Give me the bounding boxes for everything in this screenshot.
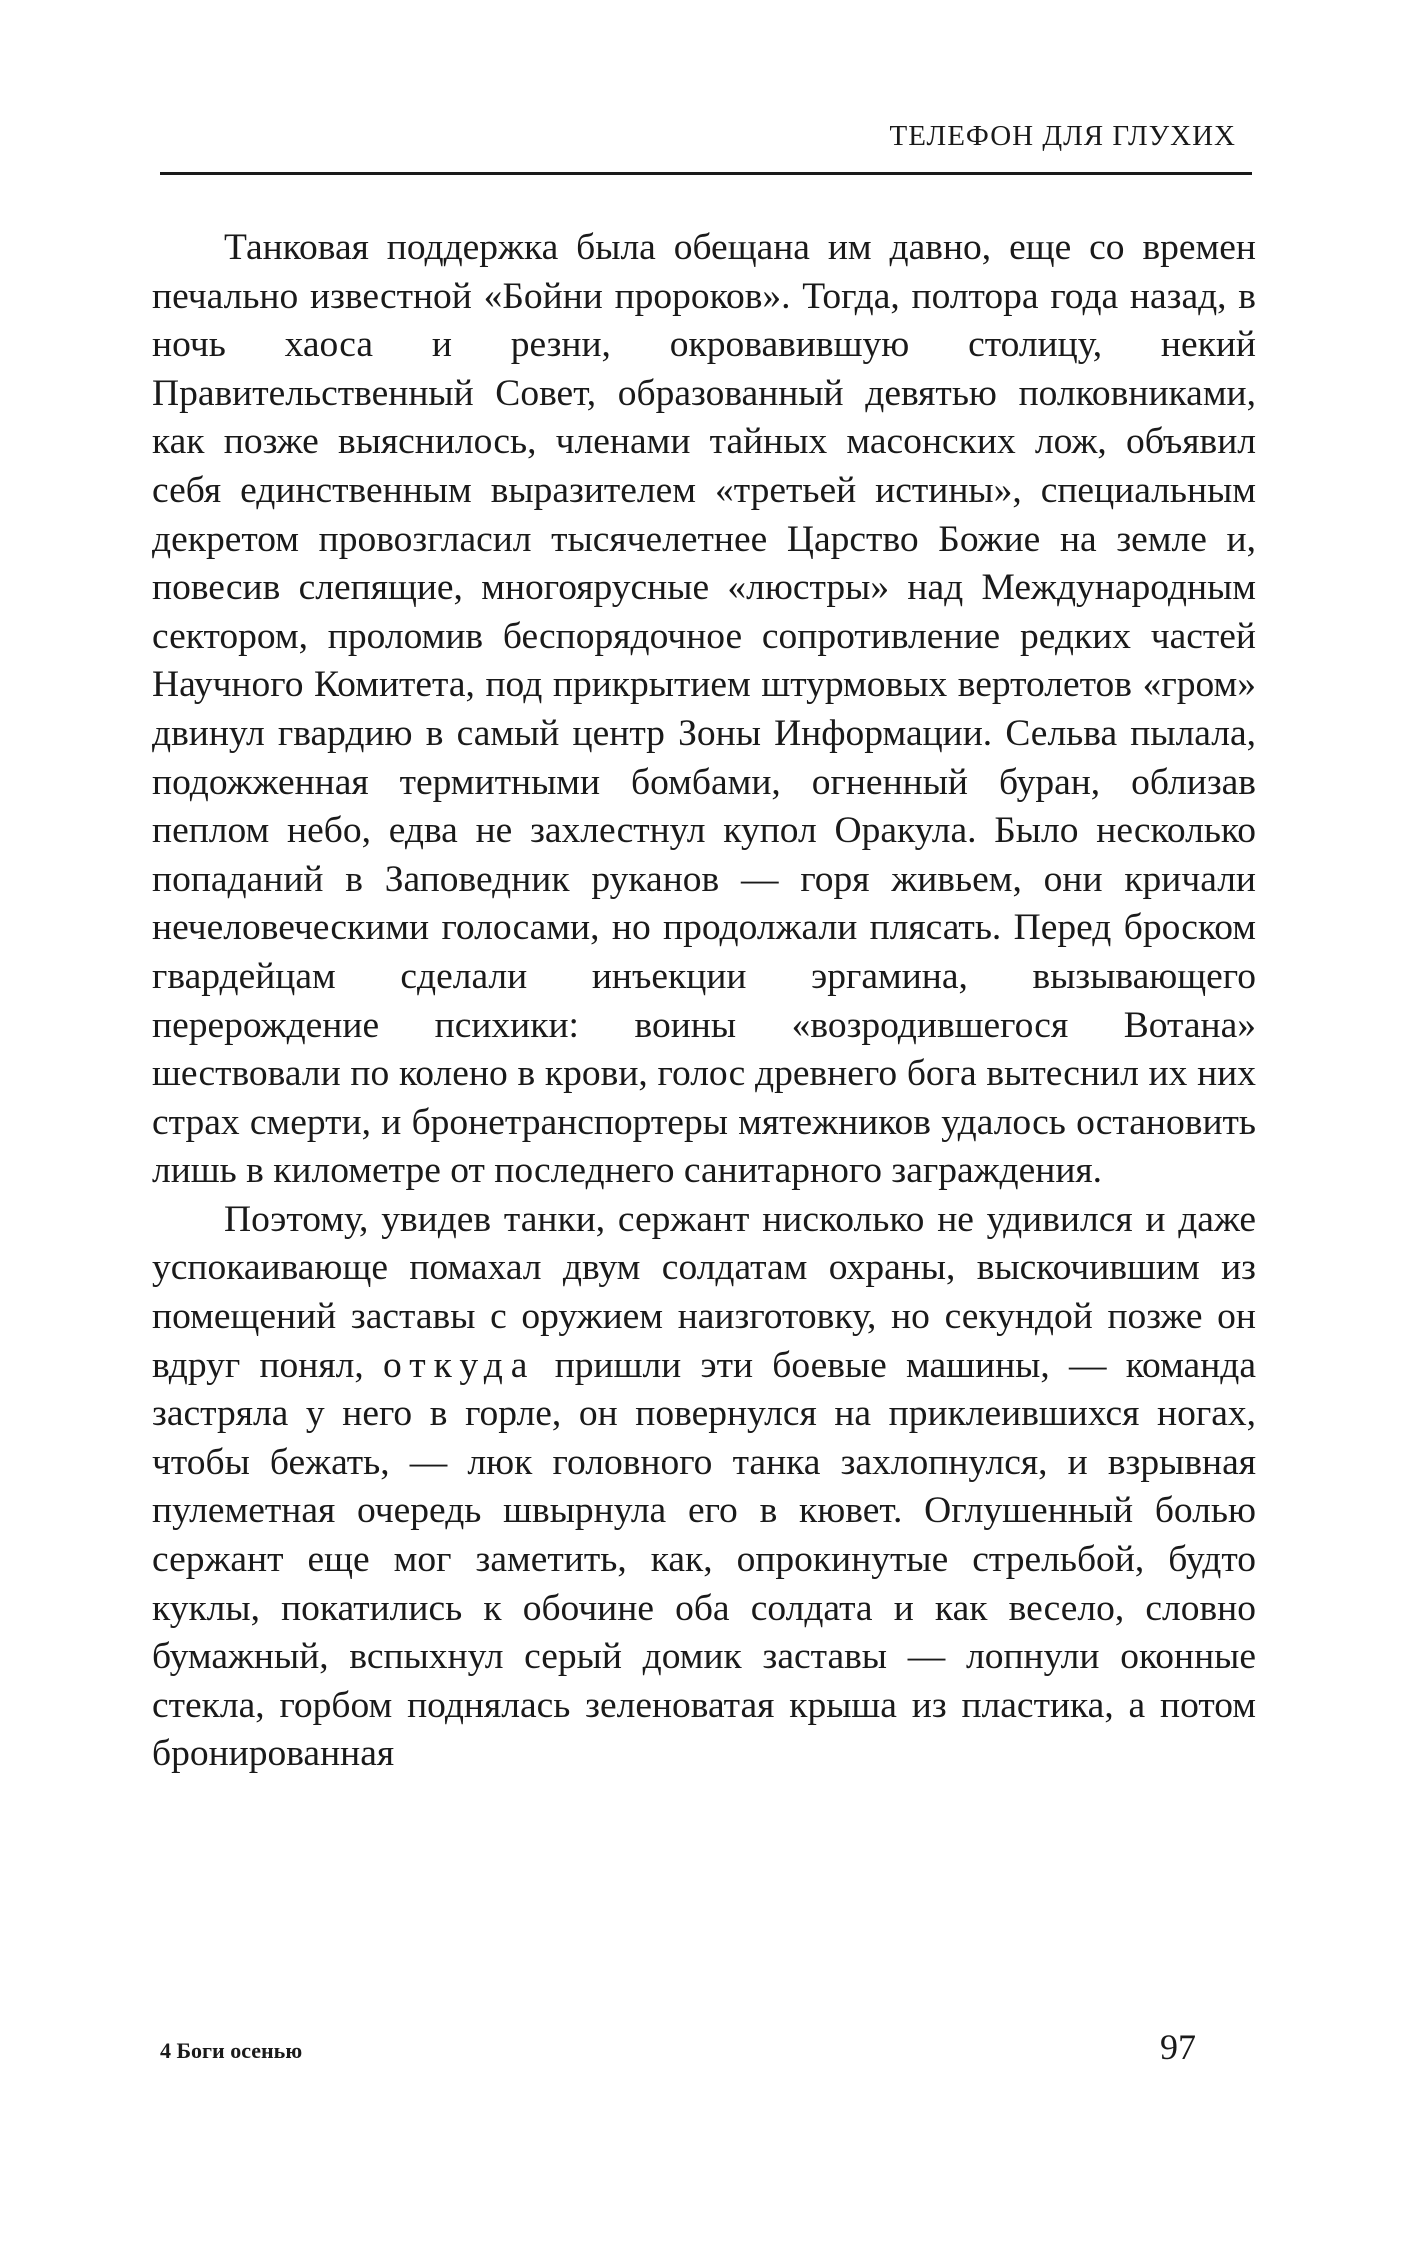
signature-mark: 4 Боги осенью <box>160 2038 303 2063</box>
text-block <box>152 224 1256 1779</box>
paragraph: Танковая поддержка была обещана им давно, еще со времен печально известной «Бойни пророков». Тогда, полтора года назад, в ночь хаоса и резни, окровавившую столицу, некий Правительственный Совет, образованный девятью полковниками, как позже выяснилось, членами тайных масонских лож, объявил себя единственным выразителем «третьей истины», специальным декретом провозгласил тысячелетнее Царство Божие на земле и, повесив слепящие, многоярусные «люстры» над Международным сектором, проломив беспорядочное сопротивление редких частей Научного Комитета, под прикрытием штурмовых вертолетов «гром» двинул гвардию в самый центр Зоны Информации. Сельва пылала, подожженная термитными бомбами, огненный буран, облизав пеплом небо, едва не захлестнул купол Оракула. Было несколько попаданий в Заповедник руканов — горя живьем, они кричали нечеловеческими голосами, но продолжали плясать. Перед броском гвардейцам сделали инъекции эргамина, вызывающего перерождение психики: воины «возродившегося Вотана» шествовали по колено в крови, голос древнего бога вытеснил их них страх смерти, и бронетранспортеры мятежников удалось остановить лишь в километре от последнего санитарного заграждения. <box>152 227 1256 1192</box>
running-title: ТЕЛЕФОН ДЛЯ ГЛУХИХ <box>889 120 1236 152</box>
page-number: 97 <box>1160 2027 1196 2067</box>
paragraph <box>152 1196 1256 1779</box>
paragraph-text: пришли эти боевые машины, — команда застряла у него в горле, он повернулся на приклеившихся ногах, чтобы бежать, — люк головного танка захлопнулся, и взрывная пулеметная очередь швырнула его в кювет. Оглушенный болью сержант еще мог заметить, как, опрокинутые стрельбой, будто куклы, покатились к обочине оба солдата и как весело, словно бумажный, вспыхнул серый домик заставы — лопнули оконные стекла, горбом поднялась зеленоватая крыша из пластика, а потом бронированная <box>152 1344 1256 1775</box>
paragraph-text: Поэтому, увидев танки, сержант нисколько не удивился и даже успокаивающе помахал двум солдатам охраны, выскочившим из помещений заставы с оружием наизготовку, но секундой позже он вдруг понял, <box>152 1198 1256 1386</box>
header-rule <box>160 172 1252 175</box>
emphasized-word: откуда <box>382 1344 536 1386</box>
